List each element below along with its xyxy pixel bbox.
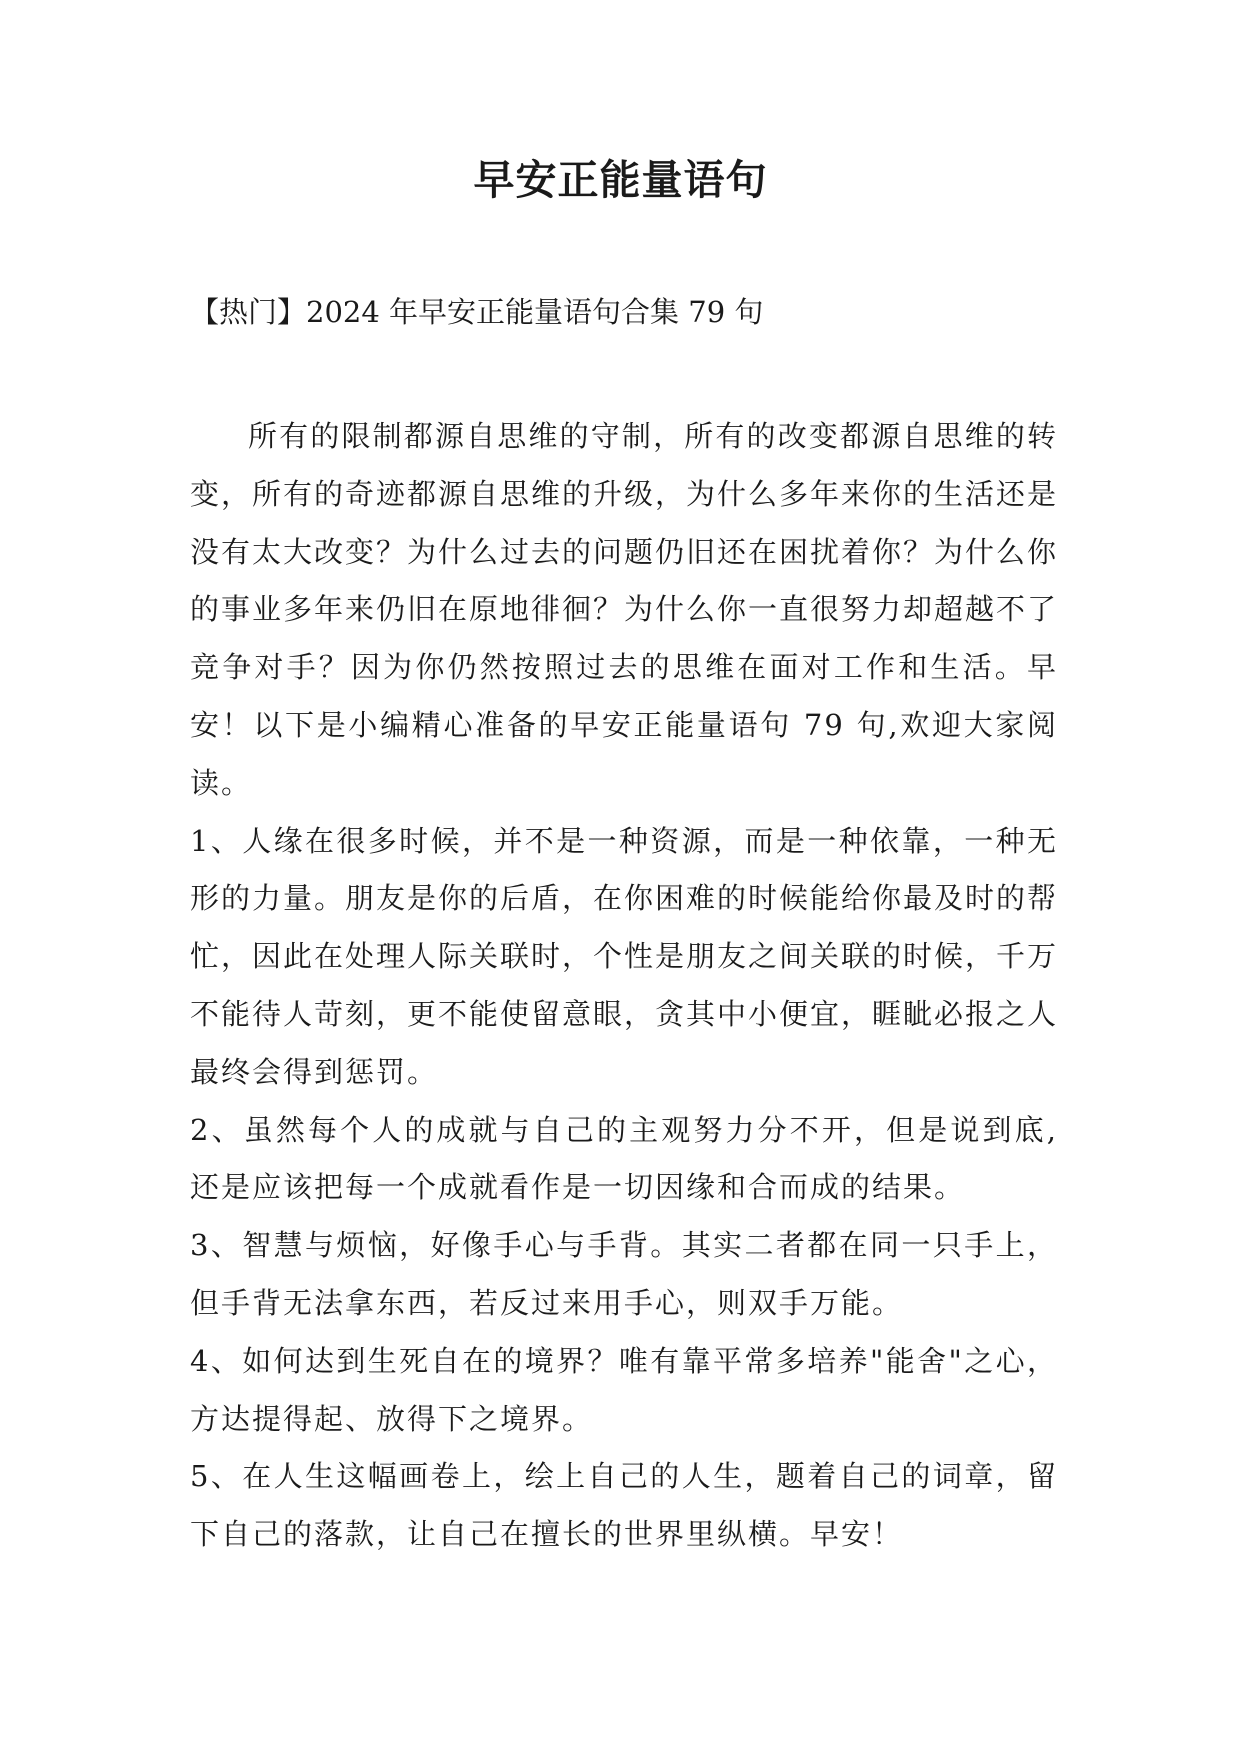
list-item: 5、在人生这幅画卷上，绘上自己的人生，题着自己的词章，留下自己的落款，让自己在擅长的世界里纵横。早安！ [190,1459,1058,1552]
list-item: 3、智慧与烦恼，好像手心与手背。其实二者都在同一只手上，但手背无法拿东西，若反过来用手心，则双手万能。 [190,1228,1058,1320]
list-item: 2、虽然每个人的成就与自己的主观努力分不开，但是说到底,还是应该把每一个成就看作是一切因缘和合而成的结果。 [190,1112,1058,1205]
document-body [190,408,1058,1564]
list-item: 4、如何达到生死自在的境界？唯有靠平常多培养"能舍"之心，方达提得起、放得下之境界。 [190,1343,1058,1436]
document-subtitle: 【热门】2024 年早安正能量语句合集 79 句 [190,295,764,329]
document-title: 早安正能量语句 [473,156,768,204]
list-item: 1、人缘在很多时候，并不是一种资源，而是一种依靠，一种无形的力量。朋友是你的后盾，在你困难的时候能给你最及时的帮忙，因此在处理人际关联时，个性是朋友之间关联的时候，千万不能待人苛刻，更不能使留意眼，贪其中小便宜，睚眦必报之人最终会得到惩罚。 [190,823,1059,1089]
intro-paragraph: 所有的限制都源自思维的守制，所有的改变都源自思维的转变，所有的奇迹都源自思维的升级，为什么多年来你的生活还是没有太大改变？为什么过去的问题仍旧还在困扰着你？为什么你的事业多年来仍旧在原地徘徊？为什么你一直很努力却超越不了竞争对手？因为你仍然按照过去的思维在面对工作和生活。早安！以下是小编精心准备的早安正能量语句 79 句,欢迎大家阅读。 [190,419,1059,800]
